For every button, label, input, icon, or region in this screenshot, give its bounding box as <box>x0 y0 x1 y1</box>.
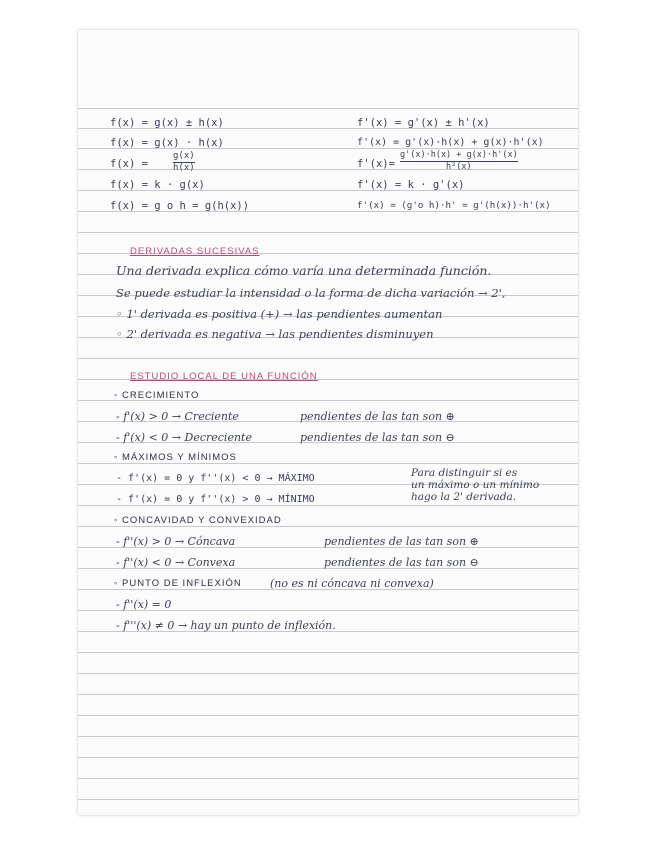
maximo-rule: - f'(x) = 0 y f''(x) < 0 → MÁXIMO <box>116 473 315 484</box>
formula-quotient-denominator: h(x) <box>173 163 195 173</box>
formula-sum: f(x) = g(x) ± h(x) <box>110 117 224 129</box>
concavidad-rule-2: - f''(x) < 0 → Convexa <box>116 556 236 569</box>
concavidad-note-2: pendientes de las tan son ⊖ <box>324 556 479 569</box>
inflexion-rule-2: - f'''(x) ≠ 0 → hay un punto de inflexión. <box>116 619 336 632</box>
derivative-quotient-numerator: g'(x)·h(x) + g(x)·h'(x) <box>400 150 518 160</box>
text-line-2: Se puede estudiar la intensidad o la forma de dicha variación → 2', <box>116 286 506 300</box>
derivative-constant: f'(x) = k · g'(x) <box>357 179 465 191</box>
crecimiento-rule-2: - f'(x) < 0 → Decreciente <box>116 431 252 444</box>
formula-quotient-lhs: f(x) = <box>110 158 148 170</box>
note-line-3: hago la 2' derivada. <box>411 491 517 503</box>
derivative-product: f'(x) = g'(x)·h(x) + g(x)·h'(x) <box>357 137 544 148</box>
text-line-1: Una derivada explica cómo varía una determinada función. <box>116 263 492 278</box>
concavidad-note-1: pendientes de las tan son ⊕ <box>324 535 479 548</box>
derivative-quotient-denominator: h²(x) <box>446 162 472 172</box>
minimo-rule: - f'(x) = 0 y f''(x) > 0 → MÍNIMO <box>116 494 315 505</box>
note-line-1: Para distinguir si es <box>411 467 518 479</box>
inflexion-rule-1: - f''(x) = 0 <box>116 598 172 611</box>
formula-quotient-fraction <box>173 152 195 173</box>
section-maximos-minimos: ◦ MÁXIMOS Y MÍNIMOS <box>114 452 237 463</box>
formula-product: f(x) = g(x) · h(x) <box>110 137 224 149</box>
crecimiento-note-2: pendientes de las tan son ⊖ <box>300 431 455 444</box>
text-line-3: ◦ 1' derivada es positiva (+) → las pendientes aumentan <box>116 307 443 321</box>
formula-quotient-numerator: g(x) <box>173 151 195 161</box>
formula-composition: f(x) = g o h = g(h(x)) <box>110 200 250 212</box>
concavidad-rule-1: - f''(x) > 0 → Cóncava <box>116 535 236 548</box>
text-line-4: ◦ 2' derivada es negativa → las pendientes disminuyen <box>116 327 434 341</box>
crecimiento-rule-1: - f'(x) > 0 → Creciente <box>116 410 239 423</box>
notebook-page <box>78 30 578 815</box>
inflexion-note: (no es ni cóncava ni convexa) <box>270 577 434 590</box>
section-crecimiento: ◦ CRECIMIENTO <box>114 390 200 401</box>
derivative-sum: f'(x) = g'(x) ± h'(x) <box>357 117 490 129</box>
note-line-2: un máximo o un mínimo <box>411 479 540 491</box>
heading-derivadas-sucesivas: DERIVADAS SUCESIVAS <box>130 246 260 257</box>
section-concavidad: ◦ CONCAVIDAD Y CONVEXIDAD <box>114 515 282 526</box>
heading-estudio-local: ESTUDIO LOCAL DE UNA FUNCIÓN <box>130 371 318 382</box>
section-punto-inflexion: ◦ PUNTO DE INFLEXIÓN <box>114 578 242 589</box>
derivative-composition: f'(x) = (g'o h)·h' = g'(h(x))·h'(x) <box>357 200 551 211</box>
derivative-quotient-lhs: f'(x)= <box>357 158 395 170</box>
crecimiento-note-1: pendientes de las tan son ⊕ <box>300 410 455 423</box>
formula-constant: f(x) = k · g(x) <box>110 179 205 191</box>
derivative-quotient-fraction <box>400 151 518 172</box>
